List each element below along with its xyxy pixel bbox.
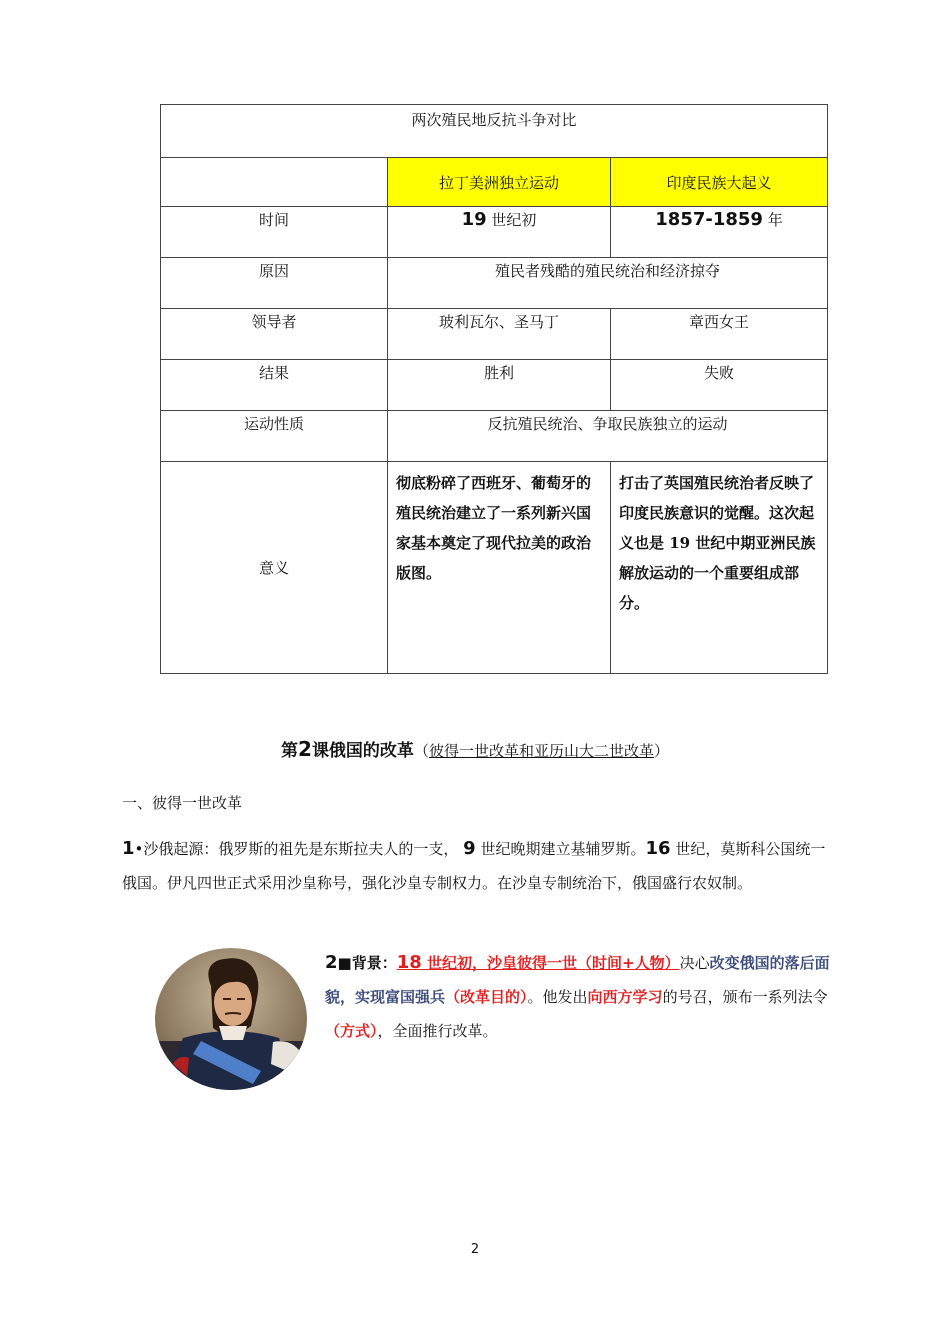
row-label-cause: 原因: [161, 258, 388, 309]
cause-value: 殖民者残酷的殖民统治和经济掠夺: [388, 258, 828, 309]
time-latin-america: 19 世纪初: [388, 207, 611, 258]
table-row: [161, 360, 828, 411]
lesson-heading: 第2课俄国的改革（彼得一世改革和亚历山大二世改革）: [281, 737, 669, 761]
row-label-time: 时间: [161, 207, 388, 258]
leader-latin-america: 玻利瓦尔、圣马丁: [388, 309, 611, 360]
paragraph-background: 2■背景：18 世纪初，沙皇彼得一世（时间+人物）决心改变俄国的落后面貌，实现富国强兵（改革目的）。他发出向西方学习的号召，颁布一系列法令（方式），全面推行改革。: [325, 952, 830, 1040]
meaning-india: 打击了英国殖民统治者反映了印度民族意识的觉醒。这次起义也是 19 世纪中期亚洲民族解放运动的一个重要组成部分。: [611, 462, 828, 674]
row-label-meaning: 意义: [161, 462, 388, 674]
meaning-latin-america: 彻底粉碎了西班牙、葡萄牙的殖民统治建立了一系列新兴国家基本奠定了现代拉美的政治版图。: [388, 462, 611, 674]
time-and-person: 18 世纪初，沙皇彼得一世（时间+人物）: [396, 952, 680, 973]
header-india: 印度民族大起义: [611, 158, 828, 207]
table-row: [161, 309, 828, 360]
leader-india: 章西女王: [611, 309, 828, 360]
row-label-result: 结果: [161, 360, 388, 411]
table-header-row: [161, 158, 828, 207]
comparison-table: [160, 104, 828, 674]
table-caption-row: [161, 105, 828, 158]
table-row: [161, 258, 828, 309]
result-latin-america: 胜利: [388, 360, 611, 411]
header-blank-cell: [161, 158, 388, 207]
table-caption: 两次殖民地反抗斗争对比: [161, 105, 828, 158]
table-row: [161, 207, 828, 258]
table-row: [161, 411, 828, 462]
page-number: 2: [470, 1242, 480, 1257]
paragraph-origin: 1•沙俄起源：俄罗斯的祖先是东斯拉夫人的一支， 9 世纪晚期建立基辅罗斯。16 世纪，莫斯科公国统一俄国。伊凡四世正式采用沙皇称号，强化沙皇专制权力。在沙皇专制统治下，俄国盛行农奴制。: [122, 838, 826, 892]
header-latin-america: 拉丁美洲独立运动: [388, 158, 611, 207]
lesson-subtitle: （彼得一世改革和亚历山大二世改革）: [413, 742, 669, 760]
result-india: 失败: [611, 360, 828, 411]
time-india: 1857-1859 年: [611, 207, 828, 258]
nature-value: 反抗殖民统治、争取民族独立的运动: [388, 411, 828, 462]
table-row: [161, 462, 828, 674]
row-label-leader: 领导者: [161, 309, 388, 360]
peter-the-great-portrait-image: [153, 946, 309, 1092]
section-heading: 一、彼得一世改革: [122, 794, 243, 812]
row-label-nature: 运动性质: [161, 411, 388, 462]
